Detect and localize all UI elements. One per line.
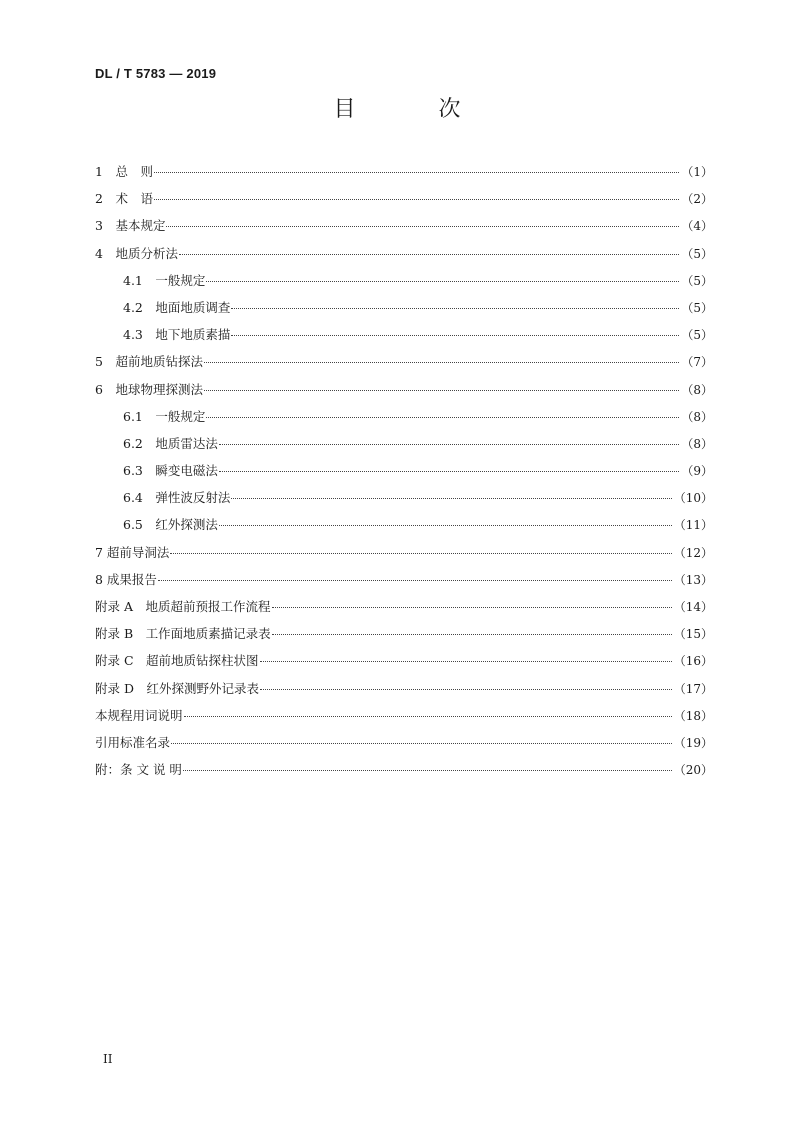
toc-dot-leader	[231, 335, 679, 336]
toc-entry[interactable]	[95, 702, 713, 729]
toc-dot-leader	[171, 743, 672, 744]
table-of-contents	[95, 158, 713, 783]
toc-entry[interactable]	[95, 267, 713, 294]
toc-dot-leader	[184, 716, 672, 717]
toc-entry[interactable]	[95, 539, 713, 566]
toc-entry[interactable]	[95, 729, 713, 756]
toc-entry-page: （1）	[681, 165, 713, 179]
toc-entry-label: 6.2 地质雷达法	[123, 435, 218, 451]
toc-dot-leader	[219, 525, 672, 526]
toc-entry[interactable]	[95, 158, 713, 185]
toc-entry-page: （19）	[673, 735, 713, 750]
standard-code: DL / T 5783 — 2019	[95, 66, 217, 81]
toc-dot-leader	[219, 471, 679, 472]
page-number: II	[103, 1052, 113, 1066]
toc-entry-page: （5）	[681, 273, 713, 288]
toc-dot-leader	[272, 634, 672, 635]
toc-entry-page: （8）	[681, 436, 713, 451]
toc-entry-page: （12）	[673, 545, 713, 560]
toc-dot-leader	[166, 226, 679, 227]
toc-entry-label: 5 超前地质钻探法	[95, 354, 203, 370]
toc-entry-label: 6.3 瞬变电磁法	[123, 463, 218, 479]
toc-dot-leader	[260, 689, 672, 690]
toc-entry[interactable]	[95, 430, 713, 457]
toc-entry[interactable]	[95, 294, 713, 321]
toc-entry-label: 4 地质分析法	[95, 245, 178, 261]
toc-entry-page: （20）	[673, 763, 713, 778]
toc-dot-leader	[219, 444, 679, 445]
toc-dot-leader	[183, 770, 672, 771]
toc-entry[interactable]	[95, 675, 713, 702]
toc-entry-page: （5）	[681, 246, 713, 261]
toc-entry[interactable]	[95, 511, 713, 538]
toc-entry-label: 1 总 则	[95, 164, 153, 179]
toc-dot-leader	[231, 498, 671, 499]
toc-entry-label: 4.2 地面地质调查	[123, 299, 231, 315]
toc-entry[interactable]	[95, 566, 713, 593]
toc-entry-page: （8）	[681, 382, 713, 397]
toc-entry-page: （18）	[673, 708, 713, 723]
toc-dot-leader	[170, 553, 671, 554]
toc-dot-leader	[158, 580, 672, 581]
toc-entry-label: 本规程用词说明	[95, 707, 183, 723]
toc-entry-label: 4.1 一般规定	[123, 272, 206, 288]
toc-entry-label: 附录 A 地质超前预报工作流程	[95, 599, 271, 614]
toc-entry-label: 3 基本规定	[95, 218, 166, 234]
toc-entry-page: （14）	[673, 600, 713, 614]
toc-dot-leader	[204, 390, 679, 391]
toc-entry-page: （16）	[673, 654, 713, 669]
toc-entry-label: 附录 C 超前地质钻探柱状图	[95, 653, 259, 669]
toc-entry-label: 7 超前导洞法	[95, 544, 170, 560]
toc-entry-page: （5）	[681, 328, 713, 343]
toc-dot-leader	[206, 417, 679, 418]
toc-dot-leader	[206, 281, 679, 282]
toc-entry[interactable]	[95, 620, 713, 647]
toc-entry-page: （4）	[681, 219, 713, 234]
toc-entry-page: （7）	[681, 355, 713, 370]
toc-dot-leader	[204, 362, 679, 363]
toc-entry-page: （11）	[673, 518, 713, 533]
toc-dot-leader	[272, 607, 672, 608]
toc-entry[interactable]	[95, 185, 713, 212]
toc-entry-page: （5）	[681, 300, 713, 315]
toc-entry[interactable]	[95, 484, 713, 511]
toc-entry-label: 引用标准名录	[95, 734, 171, 750]
toc-entry-page: （2）	[681, 192, 713, 207]
toc-entry-page: （15）	[673, 627, 713, 642]
toc-entry-label: 附录 B 工作面地质素描记录表	[95, 626, 271, 642]
toc-entry[interactable]	[95, 647, 713, 674]
toc-entry-label: 4.3 地下地质素描	[123, 327, 231, 343]
page-title: 目 次	[333, 97, 499, 122]
toc-entry-label: 附：条 文 说 明	[95, 762, 182, 778]
toc-dot-leader	[260, 661, 672, 662]
toc-entry-label: 8 成果报告	[95, 571, 157, 587]
toc-entry-page: （9）	[681, 464, 713, 479]
toc-entry-label: 6 地球物理探测法	[95, 381, 203, 397]
toc-entry[interactable]	[95, 240, 713, 267]
toc-dot-leader	[179, 254, 679, 255]
toc-entry-page: （17）	[673, 681, 713, 696]
toc-entry[interactable]	[95, 321, 713, 348]
toc-entry-label: 6.1 一般规定	[123, 408, 206, 424]
toc-entry-label: 6.4 弹性波反射法	[123, 490, 231, 506]
toc-entry[interactable]	[95, 593, 713, 620]
toc-entry[interactable]	[95, 457, 713, 484]
toc-entry-label: 2 术 语	[95, 191, 153, 207]
toc-dot-leader	[154, 172, 679, 173]
toc-entry-label: 附录 D 红外探测野外记录表	[95, 680, 259, 696]
toc-dot-leader	[231, 308, 679, 309]
toc-entry-label: 6.5 红外探测法	[123, 517, 218, 533]
toc-entry[interactable]	[95, 403, 713, 430]
toc-entry-page: （10）	[673, 491, 713, 506]
toc-entry[interactable]	[95, 348, 713, 375]
toc-entry[interactable]	[95, 212, 713, 239]
toc-entry[interactable]	[95, 376, 713, 403]
toc-dot-leader	[154, 199, 679, 200]
toc-entry-page: （8）	[681, 409, 713, 424]
toc-entry[interactable]	[95, 756, 713, 783]
toc-entry-page: （13）	[673, 572, 713, 587]
